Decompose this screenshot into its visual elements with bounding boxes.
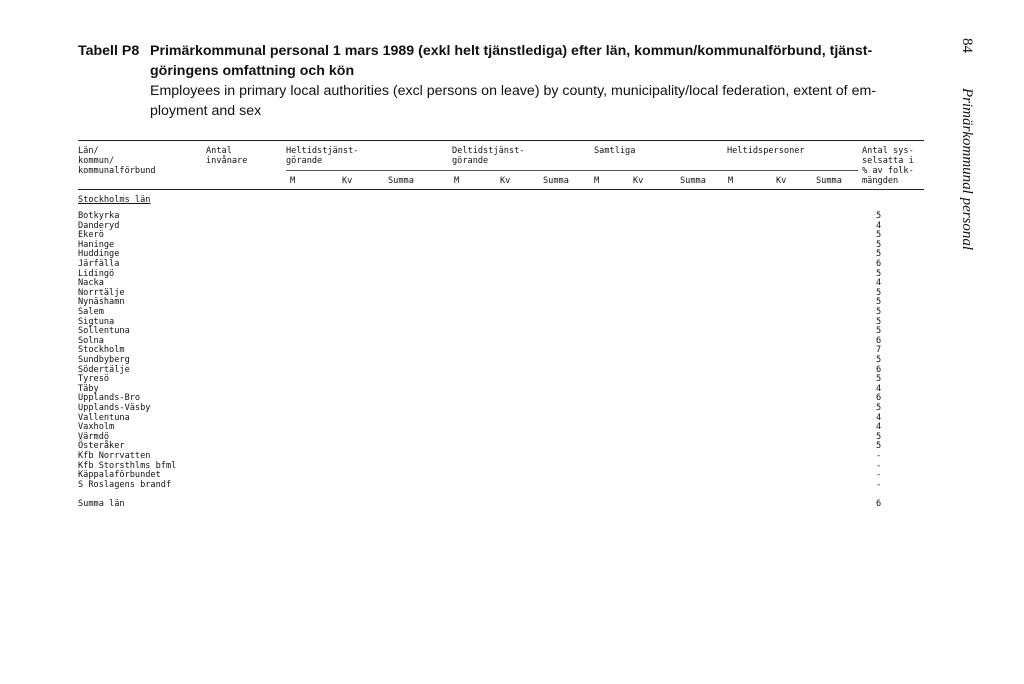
cell-employed-percent: 5 <box>876 239 882 250</box>
header-region-2: kommun/ <box>78 156 115 166</box>
cell-employed-percent: 5 <box>876 431 882 442</box>
header-part-summa: Summa <box>543 176 569 186</box>
row-label: Täby <box>78 383 99 394</box>
cell-employed-percent: 5 <box>876 316 882 327</box>
row-label: Vaxholm <box>78 422 115 433</box>
row-label: Käppalaförbundet <box>78 470 161 481</box>
table-title <box>78 41 948 121</box>
row-label: Nynäshamn <box>78 297 125 308</box>
header-all-m: M <box>594 176 600 186</box>
row-label: Vallentuna <box>78 412 130 423</box>
header-part-m: M <box>454 176 460 186</box>
cell-employed-percent: 6 <box>876 259 882 269</box>
header-group-rule <box>286 170 858 171</box>
header-part-kv: Kv <box>500 176 511 186</box>
header-bottom-rule <box>78 189 924 190</box>
header-fulltime-2: görande <box>286 156 323 166</box>
cell-employed-percent: - <box>876 479 882 490</box>
row-label: Botkyrka <box>78 211 120 221</box>
header-fte: Heltidspersoner <box>727 146 805 156</box>
row-label: Huddinge <box>78 249 120 260</box>
header-fulltime-1: Heltidstjänst- <box>286 146 359 156</box>
row-label: Upplands-Väsby <box>78 403 151 413</box>
row-label: Norrtälje <box>78 287 125 298</box>
cell-employed-percent: 5 <box>876 326 882 337</box>
cell-employed-percent: 6 <box>876 335 882 346</box>
cell-employed-percent: - <box>876 451 882 461</box>
cell-employed-percent: 4 <box>876 383 882 394</box>
title-swedish-line-2: göringens omfattning och kön <box>150 63 355 79</box>
header-parttime-1: Deltidstjänst- <box>452 146 525 156</box>
row-label: Upplands-Bro <box>78 393 141 404</box>
row-label: Sundbyberg <box>78 355 130 365</box>
cell-employed-percent: 4 <box>876 278 882 289</box>
row-label: Ekerö <box>78 230 104 241</box>
header-population-2: invånare <box>206 156 248 166</box>
header-fte-kv: Kv <box>776 176 787 186</box>
header-top-rule <box>78 140 924 141</box>
cell-employed-percent: 4 <box>876 220 882 231</box>
row-label: Nacka <box>78 278 104 289</box>
header-all: Samtliga <box>594 146 636 156</box>
cell-employed-percent: - <box>876 460 882 471</box>
cell-employed-percent: 7 <box>876 345 882 356</box>
cell-employed-percent: 6 <box>876 499 882 509</box>
page-number: 84 <box>959 38 975 53</box>
header-fte-summa: Summa <box>816 176 842 186</box>
row-label: Järfälla <box>78 259 120 269</box>
row-label: Salem <box>78 307 104 317</box>
row-label: Tyresö <box>78 374 110 385</box>
header-region-1: Län/ <box>78 146 99 156</box>
header-fte-m: M <box>728 176 734 186</box>
cell-employed-percent: 5 <box>876 307 882 317</box>
cell-employed-percent: - <box>876 470 882 481</box>
header-all-summa: Summa <box>680 176 706 186</box>
row-label: Kfb Storsthlms bfml <box>78 460 177 471</box>
running-head: Primärkommunal personal <box>959 88 975 251</box>
row-label: Södertälje <box>78 364 130 375</box>
table-label: Tabell P8 <box>78 43 140 59</box>
header-region-3: kommunalförbund <box>78 166 156 176</box>
cell-employed-percent: 4 <box>876 422 882 433</box>
cell-employed-percent: 5 <box>876 287 882 298</box>
row-label: S Roslagens brandf <box>78 479 172 490</box>
row-label: Sigtuna <box>78 316 115 327</box>
title-english-line-1: Employees in primary local authorities (excl persons on leave) by county, municipality/local federation, extent of em- <box>150 83 877 99</box>
header-employed-4: mängden <box>862 176 899 186</box>
header-employed-3: % av folk- <box>862 166 914 176</box>
cell-employed-percent: 5 <box>876 249 882 260</box>
section-title: Stockholms län <box>78 195 151 205</box>
row-label: Stockholm <box>78 345 125 356</box>
cell-employed-percent: 5 <box>876 211 882 221</box>
header-all-kv: Kv <box>633 176 644 186</box>
cell-employed-percent: 5 <box>876 230 882 241</box>
header-full-m: M <box>290 176 296 186</box>
cell-employed-percent: 5 <box>876 268 882 279</box>
cell-employed-percent: 5 <box>876 374 882 385</box>
row-label: Värmdö <box>78 431 110 442</box>
cell-employed-percent: 5 <box>876 403 882 413</box>
row-label: Lidingö <box>78 268 115 279</box>
title-english-line-2: ployment and sex <box>150 103 262 119</box>
header-employed-1: Antal sys- <box>862 146 914 156</box>
title-line-swedish-1 <box>78 41 948 61</box>
header-population-1: Antal <box>206 146 232 156</box>
row-label: Summa län <box>78 499 125 509</box>
row-label: Danderyd <box>78 220 120 231</box>
cell-employed-percent: 4 <box>876 412 882 423</box>
cell-employed-percent: 5 <box>876 441 882 452</box>
header-employed-2: selsatta i <box>862 156 914 166</box>
row-label: Kfb Norrvatten <box>78 451 151 461</box>
row-label: Haninge <box>78 239 115 250</box>
header-full-summa: Summa <box>388 176 414 186</box>
cell-employed-percent: 6 <box>876 393 882 404</box>
cell-employed-percent: 5 <box>876 355 882 365</box>
title-swedish-line-1: Primärkommunal personal 1 mars 1989 (exkl helt tjänstlediga) efter län, kommun/kommunalförbund, tjänst- <box>150 43 873 59</box>
row-label: Sollentuna <box>78 326 130 337</box>
header-full-kv: Kv <box>342 176 353 186</box>
cell-employed-percent: 5 <box>876 297 882 308</box>
cell-employed-percent: 6 <box>876 364 882 375</box>
row-label: Solna <box>78 335 104 346</box>
row-label: Österåker <box>78 441 125 452</box>
header-parttime-2: görande <box>452 156 489 166</box>
